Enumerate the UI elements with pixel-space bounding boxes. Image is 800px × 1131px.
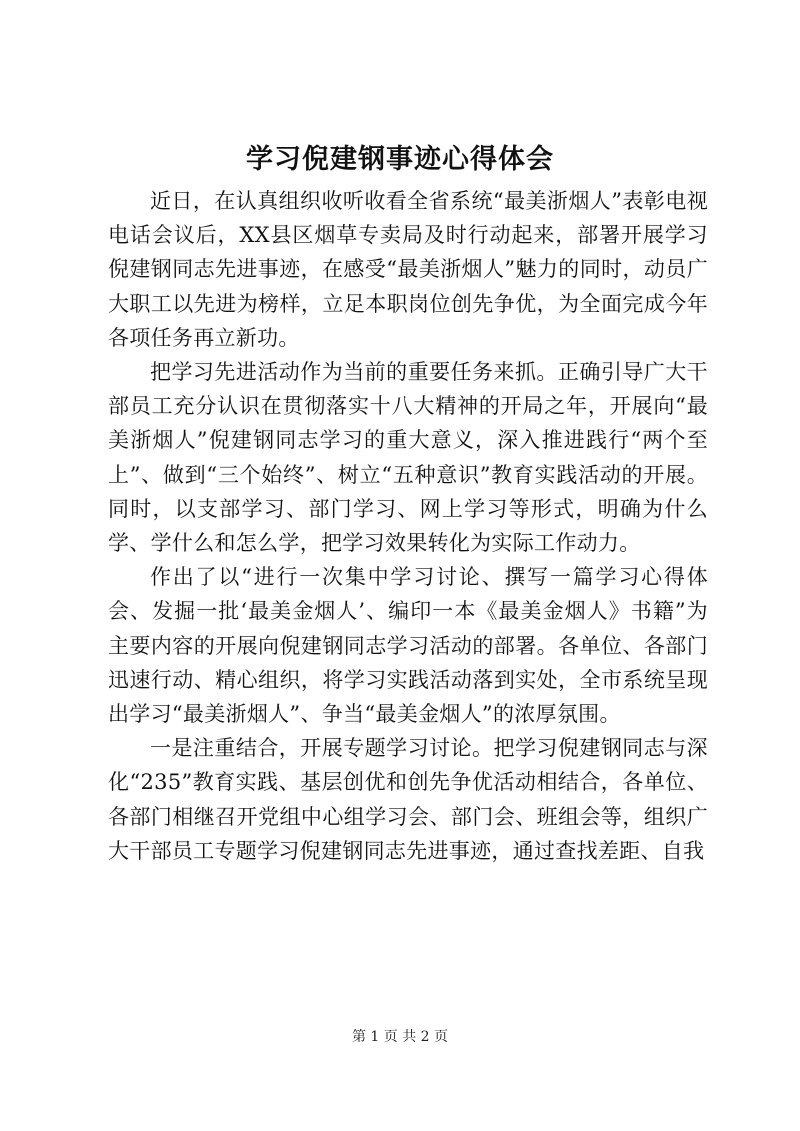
- paragraph-1: 近日，在认真组织收听收看全省系统“最美浙烟人”表彰电视电话会议后，XX县区烟草专卖局及时行动起来，部署开展学习倪建钢同志先进事迹，在感受“最美浙烟人”魅力的同时，动员广大职工以先进为榜样，立足本职岗位创先争优，为全面完成今年各项任务再立新功。: [108, 189, 708, 350]
- paragraph-3: 作出了以“进行一次集中学习讨论、撰写一篇学习心得体会、发掘一批‘最美金烟人’、编印一本《最美金烟人》书籍”为主要内容的开展向倪建钢同志学习活动的部署。各单位、各部门迅速行动、精心组织，将学习实践活动落到实处，全市系统呈现出学习“最美浙烟人”、争当“最美金烟人”的浓厚氛围。: [108, 565, 708, 727]
- page-number-footer: 第 1 页 共 2 页: [351, 1029, 449, 1045]
- paragraph-2: 把学习先进活动作为当前的重要任务来抓。正确引导广大干部员工充分认识在贯彻落实十八大精神的开局之年，开展向“最美浙烟人”倪建钢同志学习的重大意义，深入推进践行“两个至上”、做到“三个始终”、树立“五种意识”教育实践活动的开展。同时，以支部学习、部门学习、网上学习等形式，明确为什么学、学什么和怎么学，把学习效果转化为实际工作动力。: [108, 360, 708, 556]
- document-title: 学习倪建钢事迹心得体会: [246, 144, 554, 175]
- paragraph-4: 一是注重结合，开展专题学习讨论。把学习倪建钢同志与深化“235”教育实践、基层创优和创先争优活动相结合，各单位、各部门相继召开党组中心组学习会、部门会、班组会等，组织广大干部员工专题学习倪建钢同志先进事迹，通过查找差距、自我: [108, 736, 708, 863]
- document-body: [108, 184, 708, 868]
